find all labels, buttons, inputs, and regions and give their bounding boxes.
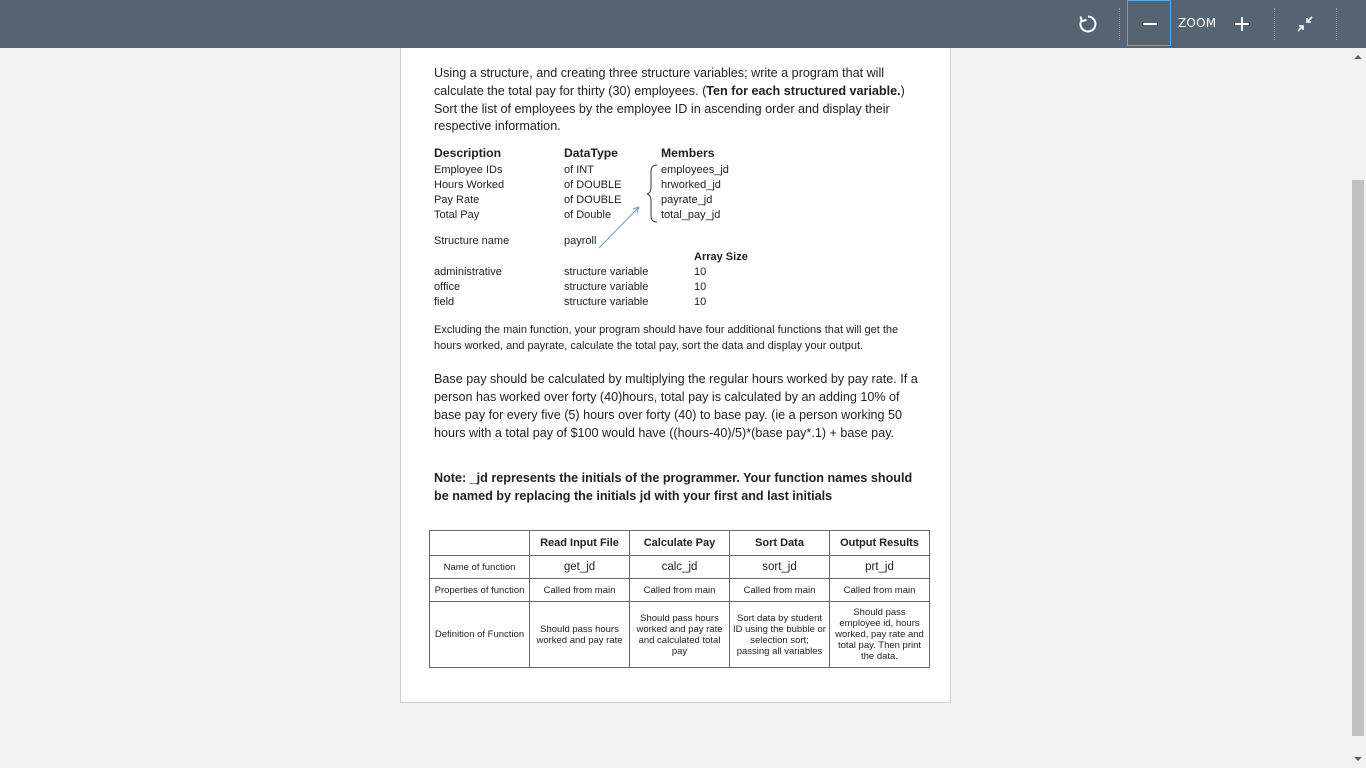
- intro-text: Using a structure, and creating three structure variables; write a program that will calculate the total pay for thirty (30) employees. (: [434, 66, 885, 98]
- intro-text-end: ) Sort the list of employees by the employee ID in ascending order and display their respective information.: [434, 83, 905, 134]
- row-label: Name of function: [430, 556, 530, 579]
- member-description: Pay Rate: [434, 194, 480, 206]
- toolbar-divider: [1336, 8, 1337, 40]
- function-table: [429, 530, 930, 668]
- function-table-header-row: [430, 531, 930, 556]
- document-page: [400, 48, 951, 703]
- table-cell: Called from main: [730, 579, 830, 602]
- zoom-out-icon: [1142, 16, 1158, 32]
- datatype-header: DataType: [564, 146, 618, 160]
- scroll-up-arrow-icon[interactable]: [1354, 55, 1362, 59]
- structure-name-value: payroll: [564, 235, 597, 247]
- table-row: [430, 602, 930, 668]
- member-name: employees_jd: [661, 164, 729, 176]
- variable-type: structure variable: [564, 296, 649, 308]
- intro-bold-text: Ten for each structured variable.: [706, 83, 901, 98]
- vertical-scrollbar[interactable]: [1350, 48, 1366, 768]
- variable-name: administrative: [434, 266, 502, 278]
- function-table-header: [430, 531, 530, 556]
- member-name: hrworked_jd: [661, 179, 721, 191]
- function-table-header: Read Input File: [530, 531, 630, 556]
- zoom-label: ZOOM: [1178, 16, 1217, 30]
- collapse-icon: [1296, 15, 1314, 33]
- table-cell: Called from main: [630, 579, 730, 602]
- table-cell: Called from main: [830, 579, 930, 602]
- member-datatype: of DOUBLE: [564, 179, 622, 191]
- functions-paragraph: Excluding the main function, your program should have four additional functions that will get the hours worked, and payrate, calculate the total pay, sort the data and display your output.: [434, 324, 899, 352]
- function-table-header: Calculate Pay: [630, 531, 730, 556]
- table-cell: sort_jd: [730, 556, 830, 579]
- table-cell: get_jd: [530, 556, 630, 579]
- description-header: Description: [434, 146, 502, 160]
- member-name: total_pay_jd: [661, 209, 721, 221]
- table-cell: Should pass hours worked and pay rate: [530, 602, 630, 668]
- array-size-header: Array Size: [694, 251, 748, 263]
- table-row: [430, 556, 930, 579]
- toolbar-divider: [1119, 8, 1120, 40]
- members-header: Members: [661, 146, 715, 160]
- table-cell: Called from main: [530, 579, 630, 602]
- rotate-button[interactable]: [1072, 0, 1104, 48]
- variable-name: field: [434, 296, 455, 308]
- member-name: payrate_jd: [661, 194, 713, 206]
- function-table-header: Sort Data: [730, 531, 830, 556]
- intro-paragraph: [434, 65, 924, 136]
- variable-size: 10: [694, 266, 707, 278]
- function-table-header: Output Results: [830, 531, 930, 556]
- member-datatype: of DOUBLE: [564, 194, 622, 206]
- variable-size: 10: [694, 296, 707, 308]
- variable-size: 10: [694, 281, 707, 293]
- table-row: [430, 579, 930, 602]
- member-datatype: of Double: [564, 209, 612, 221]
- member-description: Employee IDs: [434, 164, 503, 176]
- note-paragraph: Note: _jd represents the initials of the programmer. Your function names should be named by replacing the initials jd with your first and last initials: [434, 471, 913, 503]
- variable-type: structure variable: [564, 266, 649, 278]
- structure-name-label: Structure name: [434, 235, 510, 247]
- toolbar-divider: [1274, 8, 1275, 40]
- zoom-in-icon: [1234, 16, 1250, 32]
- variable-type: structure variable: [564, 281, 649, 293]
- row-label: Properties of function: [430, 579, 530, 602]
- scroll-down-arrow-icon[interactable]: [1354, 757, 1362, 761]
- zoom-out-button[interactable]: [1132, 0, 1168, 48]
- table-cell: Sort data by student ID using the bubble or selection sort; passing all variables: [730, 602, 830, 668]
- member-description: Hours Worked: [434, 179, 505, 191]
- viewer-toolbar: [0, 0, 1366, 48]
- variable-name: office: [434, 281, 461, 293]
- table-cell: Should pass hours worked and pay rate and calculated total pay: [630, 602, 730, 668]
- rotate-icon: [1078, 14, 1098, 34]
- exit-fullscreen-button[interactable]: [1290, 0, 1320, 48]
- table-cell: calc_jd: [630, 556, 730, 579]
- base-pay-paragraph: Base pay should be calculated by multiplying the regular hours worked by pay rate. If a person has worked over forty (40)hours, total pay is calculated by an adding 10% of base pay for every five (5) hours over forty (40) to base pay. (ie a person working 50 hours with a total pay of $100 would have ((hours-40)/5)*(base pay*.1) + base pay.: [434, 372, 918, 440]
- row-label: Definition of Function: [430, 602, 530, 668]
- brace-arrow-graphic: [594, 162, 664, 252]
- scrollbar-thumb[interactable]: [1352, 180, 1364, 736]
- member-description: Total Pay: [434, 209, 480, 221]
- table-cell: Should pass employee id, hours worked, pay rate and total pay. Then print the data.: [830, 602, 930, 668]
- member-datatype: of INT: [564, 164, 594, 176]
- zoom-in-button[interactable]: [1228, 0, 1256, 48]
- table-cell: prt_jd: [830, 556, 930, 579]
